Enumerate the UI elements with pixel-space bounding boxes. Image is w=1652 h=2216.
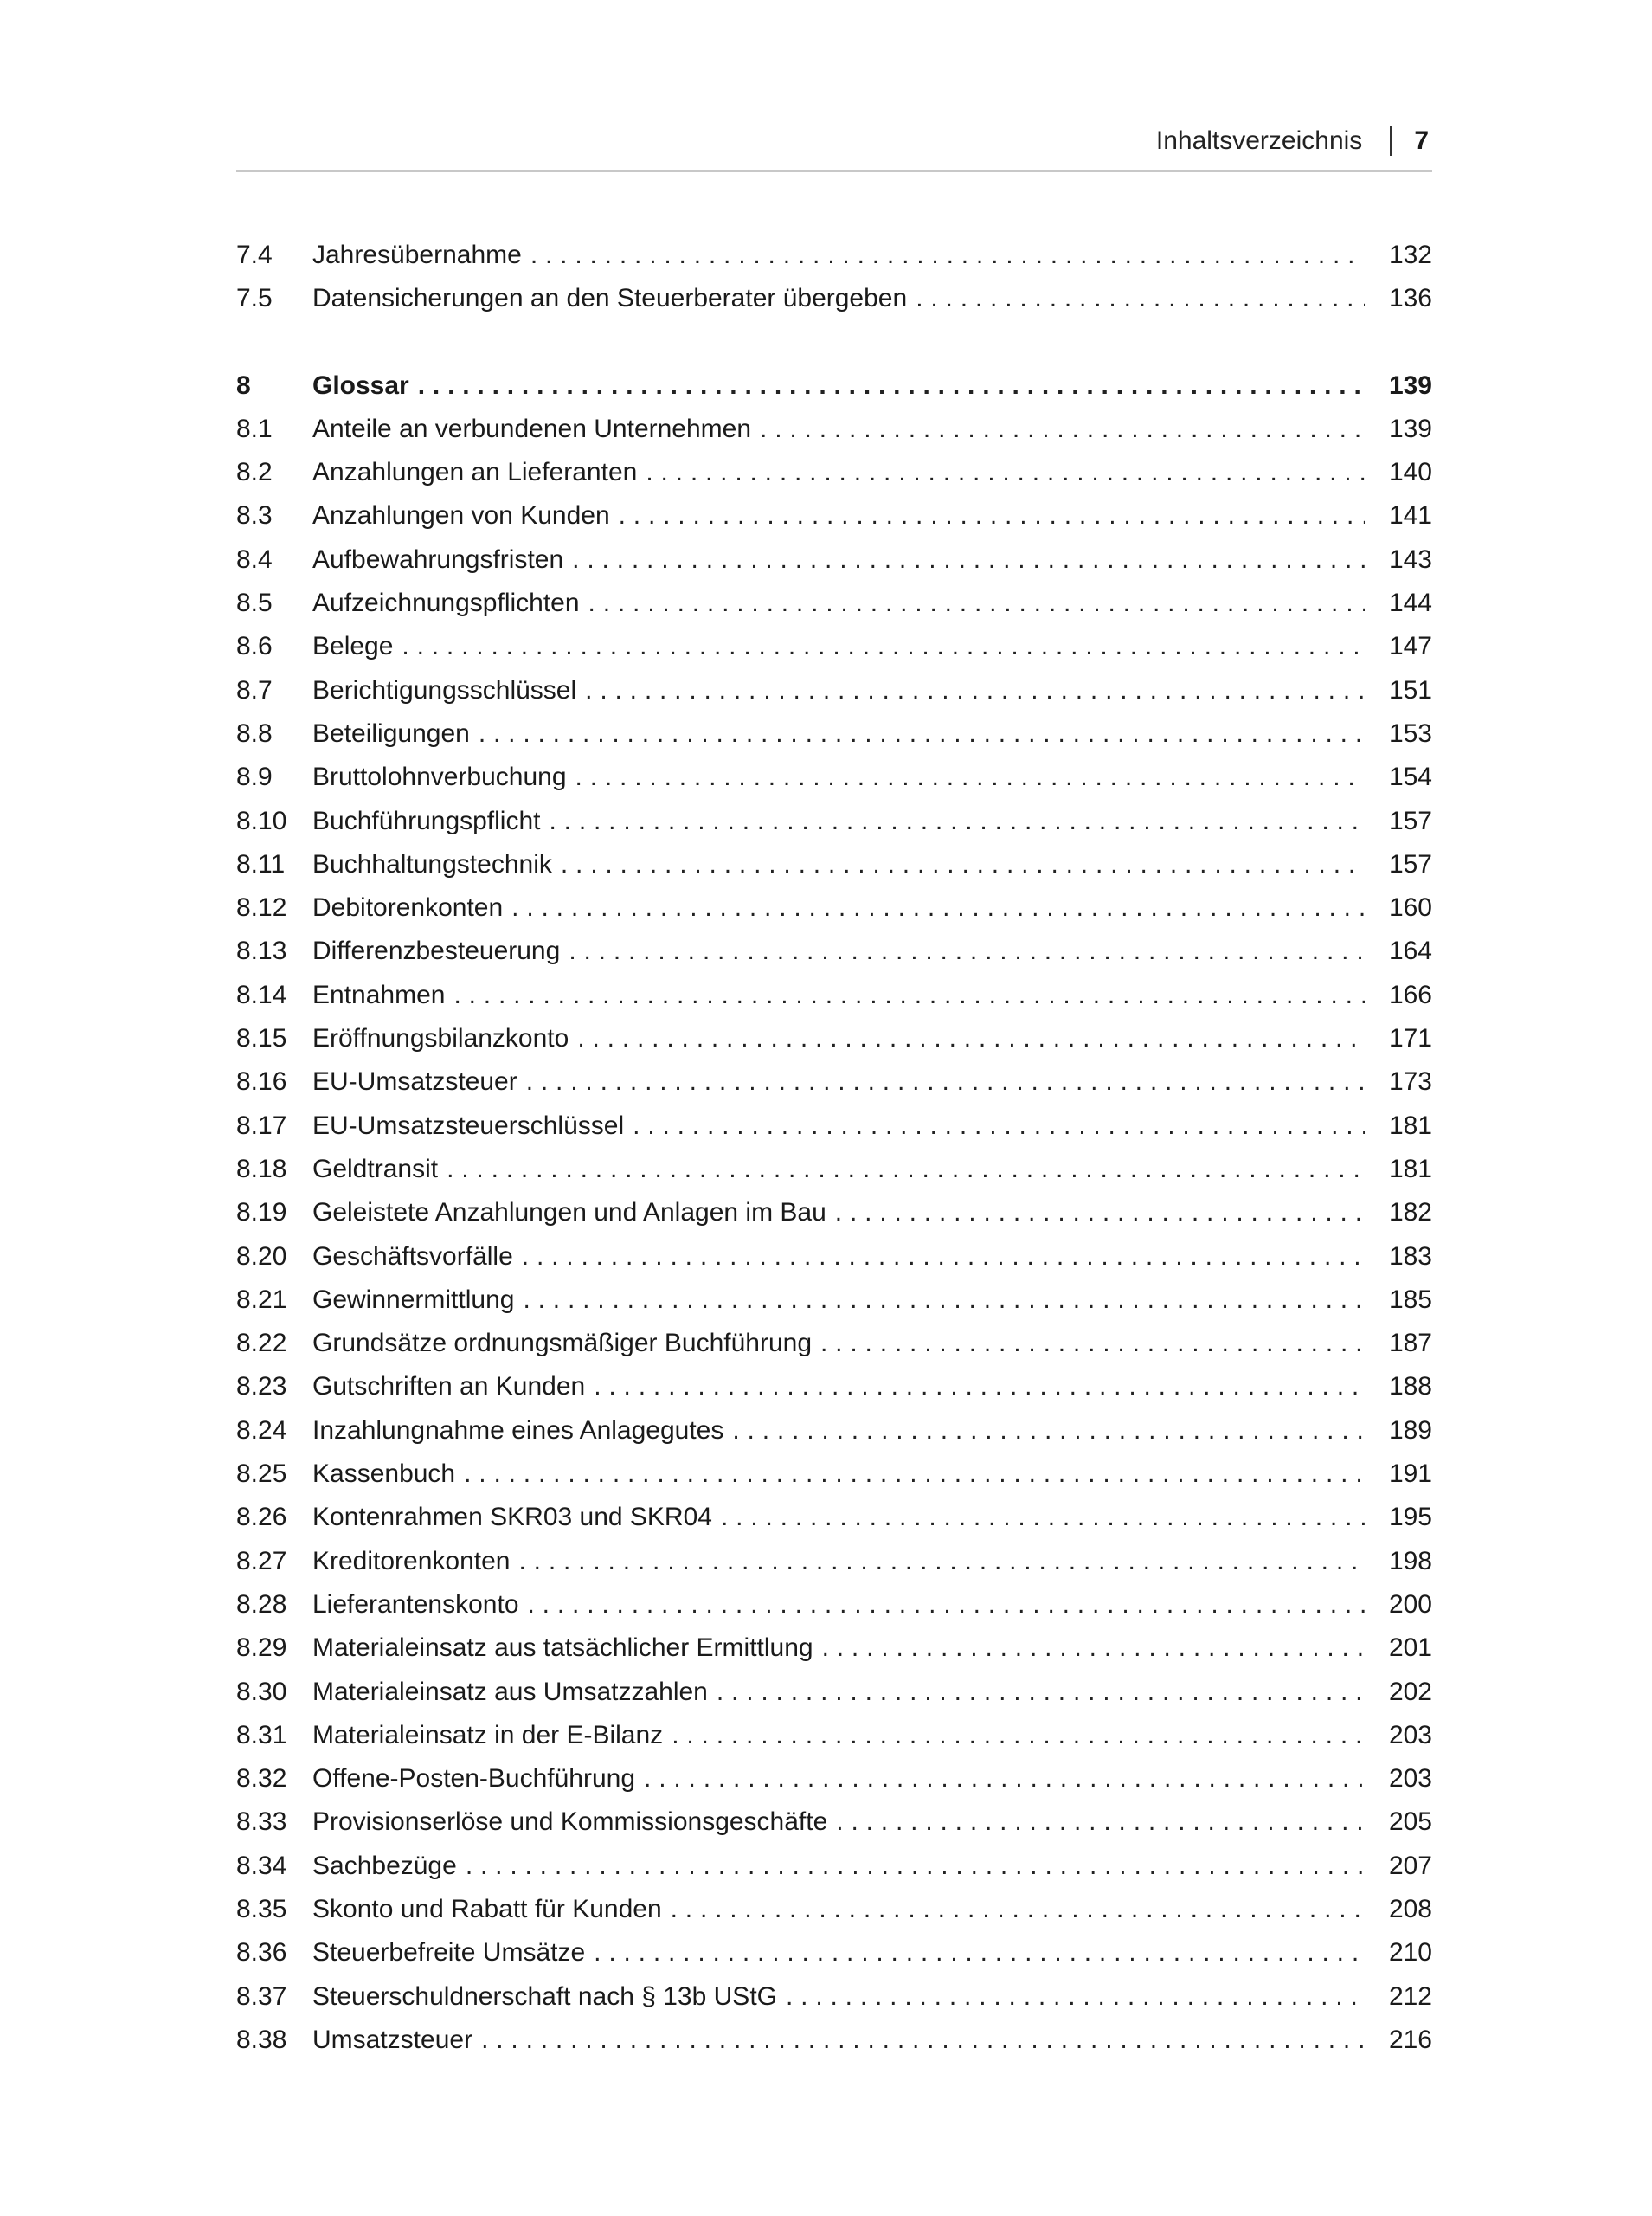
toc-entry-title: Gutschriften an Kunden — [312, 1372, 586, 1401]
toc-entry-title: Debitorenkonten — [312, 893, 504, 923]
toc-dot-leader — [588, 582, 1365, 625]
toc-entry-page: 139 — [1388, 370, 1432, 400]
toc-entry-number: 8.3 — [236, 501, 273, 531]
toc-entry-page: 173 — [1388, 1067, 1432, 1097]
toc-entry-title: Bruttolohnverbuchung — [312, 763, 567, 792]
toc-dot-leader — [721, 1496, 1365, 1539]
toc-entry-number: 8 — [236, 370, 251, 400]
toc-entry-title: Anteile an verbundenen Unternehmen — [312, 414, 752, 443]
toc-entry-page: 185 — [1388, 1285, 1432, 1314]
toc-dot-leader — [511, 886, 1365, 930]
toc-entry-page: 200 — [1388, 1589, 1432, 1619]
toc-entry-number: 8.7 — [236, 675, 273, 705]
toc-entry-page: 183 — [1388, 1241, 1432, 1271]
toc-entry-number: 8.21 — [236, 1285, 287, 1314]
toc-entry-number: 8.14 — [236, 980, 287, 1009]
toc-entry-page: 201 — [1388, 1633, 1432, 1663]
toc-entry-number: 8.29 — [236, 1633, 287, 1663]
toc-entry-page: 132 — [1388, 241, 1432, 269]
toc-entry-title: Buchhaltungstechnik — [312, 849, 552, 879]
toc-entry-page: 198 — [1388, 1546, 1432, 1575]
toc-dot-leader — [575, 756, 1365, 799]
toc-dot-leader — [619, 494, 1365, 538]
toc-entry-page: 141 — [1388, 501, 1432, 531]
toc-dot-leader — [530, 234, 1365, 277]
toc-entry-page: 181 — [1388, 1111, 1432, 1140]
toc-entry-number: 8.36 — [236, 1938, 287, 1968]
toc-entry[interactable] — [236, 538, 1432, 582]
toc-entry[interactable] — [236, 582, 1432, 625]
toc-entry-number: 8.12 — [236, 893, 287, 923]
toc-entry-title: Inzahlungnahme eines Anlagegutes — [312, 1415, 724, 1445]
toc-entry[interactable] — [236, 974, 1432, 1017]
toc-dot-leader — [418, 364, 1365, 408]
toc-entry-title: Sachbezüge — [312, 1851, 457, 1880]
toc-entry-title: Kassenbuch — [312, 1459, 456, 1489]
toc-entry[interactable] — [236, 1453, 1432, 1496]
toc-entry[interactable] — [236, 1931, 1432, 1974]
toc-entry-page: 157 — [1388, 849, 1432, 879]
toc-entry-title: Jahresübernahme — [312, 241, 522, 269]
toc-entry[interactable] — [236, 1365, 1432, 1408]
toc-entry-title: Geleistete Anzahlungen und Anlagen im Bau — [312, 1198, 826, 1227]
toc-group — [236, 364, 1432, 2063]
toc-entry-number: 8.31 — [236, 1720, 287, 1749]
toc-entry[interactable] — [236, 2019, 1432, 2062]
toc-dot-leader — [644, 1757, 1365, 1800]
toc-entry-title: Eröffnungsbilanzkonto — [312, 1024, 569, 1053]
toc-dot-leader — [594, 1931, 1365, 1974]
toc-dot-leader — [594, 1365, 1365, 1408]
toc-entry-title: Steuerschuldnerschaft nach § 13b UStG — [312, 1981, 777, 2011]
toc-dot-leader — [577, 1017, 1365, 1060]
toc-entry-number: 8.24 — [236, 1415, 287, 1445]
toc-dot-leader — [453, 974, 1365, 1017]
toc-entry-page: 151 — [1388, 675, 1432, 705]
toc-dot-leader — [479, 712, 1365, 756]
toc-entry-title: Umsatzsteuer — [312, 2025, 473, 2054]
toc-entry-title: Geschäftsvorfälle — [312, 1241, 513, 1271]
toc-entry[interactable] — [236, 1279, 1432, 1322]
toc-entry-title: Buchführungspflicht — [312, 806, 541, 835]
toc-entry-title: Grundsätze ordnungsmäßiger Buchführung — [312, 1329, 813, 1358]
toc-chapter-entry[interactable] — [236, 364, 1432, 408]
toc-entry-page: 203 — [1388, 1720, 1432, 1749]
toc-entry[interactable] — [236, 1060, 1432, 1104]
toc-entry-title: Datensicherungen an den Steuerberater übergeben — [312, 284, 908, 313]
page-header — [236, 121, 1432, 172]
toc-entry-page: 195 — [1388, 1503, 1432, 1532]
toc-entry-number: 7.5 — [236, 284, 273, 313]
toc-dot-leader — [447, 1148, 1365, 1191]
toc-dot-leader — [569, 930, 1365, 973]
toc-entry-page: 153 — [1388, 718, 1432, 748]
toc-entry[interactable] — [236, 494, 1432, 538]
toc-entry[interactable] — [236, 1409, 1432, 1453]
toc-entry-title: Kontenrahmen SKR03 und SKR04 — [312, 1503, 712, 1532]
toc-dot-leader — [916, 277, 1365, 320]
toc-entry-number: 8.18 — [236, 1154, 287, 1183]
toc-dot-leader — [550, 800, 1366, 843]
toc-entry-number: 8.2 — [236, 458, 273, 487]
toc-entry-number: 8.6 — [236, 632, 273, 661]
toc-entry[interactable] — [236, 1496, 1432, 1539]
toc-entry-page: 203 — [1388, 1764, 1432, 1794]
toc-entry-title: Beteiligungen — [312, 718, 470, 748]
toc-entry[interactable] — [236, 756, 1432, 799]
toc-entry-title: Kreditorenkonten — [312, 1546, 511, 1575]
toc-dot-leader — [585, 669, 1365, 712]
toc-entry-number: 8.1 — [236, 414, 273, 443]
toc-entry-title: Materialeinsatz aus Umsatzzahlen — [312, 1677, 708, 1706]
toc-entry-page: 166 — [1388, 980, 1432, 1009]
toc-entry-page: 216 — [1388, 2025, 1432, 2054]
toc-entry[interactable] — [236, 843, 1432, 886]
toc-entry[interactable] — [236, 1148, 1432, 1191]
toc-entry-title: EU-Umsatzsteuer — [312, 1067, 517, 1097]
toc-entry-page: 189 — [1388, 1415, 1432, 1445]
toc-entry-number: 8.27 — [236, 1546, 287, 1575]
toc-entry-title: Materialeinsatz in der E-Bilanz — [312, 1720, 664, 1749]
toc-entry[interactable] — [236, 277, 1432, 320]
toc-entry[interactable] — [236, 625, 1432, 668]
toc-entry-number: 8.30 — [236, 1677, 287, 1706]
toc-entry-title: Materialeinsatz aus tatsächlicher Ermittlung — [312, 1633, 813, 1663]
toc-entry-page: 205 — [1388, 1807, 1432, 1837]
toc-entry-page: 154 — [1388, 763, 1432, 792]
toc-entry[interactable] — [236, 1800, 1432, 1844]
toc-dot-leader — [402, 625, 1365, 668]
toc-entry-page: 140 — [1388, 458, 1432, 487]
toc-entry[interactable] — [236, 712, 1432, 756]
toc-dot-leader — [522, 1235, 1365, 1279]
toc-dot-leader — [822, 1627, 1365, 1670]
toc-entry-title: Lieferantenskonto — [312, 1589, 519, 1619]
toc-entry-page: 210 — [1388, 1938, 1432, 1968]
toc-entry-number: 8.13 — [236, 937, 287, 966]
toc-entry[interactable] — [236, 408, 1432, 451]
toc-entry[interactable] — [236, 1235, 1432, 1279]
toc-entry-page: 207 — [1388, 1851, 1432, 1880]
toc-entry-title: Geldtransit — [312, 1154, 439, 1183]
toc-entry-number: 8.17 — [236, 1111, 287, 1140]
toc-entry[interactable] — [236, 1540, 1432, 1583]
toc-entry-number: 8.20 — [236, 1241, 287, 1271]
toc-entry-page: 143 — [1388, 544, 1432, 574]
toc-entry-title: Offene-Posten-Buchführung — [312, 1764, 636, 1794]
toc-entry-number: 8.26 — [236, 1503, 287, 1532]
toc-entry-title: EU-Umsatzsteuerschlüssel — [312, 1111, 625, 1140]
toc-entry-page: 202 — [1388, 1677, 1432, 1706]
toc-entry-page: 160 — [1388, 893, 1432, 923]
header-title: Inhaltsverzeichnis — [1155, 126, 1363, 155]
toc-dot-leader — [572, 538, 1365, 582]
header-page-number: 7 — [1414, 126, 1429, 155]
toc-dot-leader — [519, 1540, 1366, 1583]
toc-entry-number: 8.35 — [236, 1894, 287, 1923]
toc-entry-page: 212 — [1388, 1981, 1432, 2011]
toc-entry[interactable] — [236, 1017, 1432, 1060]
toc-entry-title: Gewinnermittlung — [312, 1285, 515, 1314]
toc-entry-title: Skonto und Rabatt für Kunden — [312, 1894, 662, 1923]
toc-entry-title: Aufzeichnungspflichten — [312, 589, 580, 618]
toc-entry-number: 8.22 — [236, 1329, 287, 1358]
toc-entry-number: 8.15 — [236, 1024, 287, 1053]
toc-dot-leader — [633, 1105, 1365, 1148]
toc-dot-leader — [481, 2019, 1365, 2062]
toc-entry[interactable] — [236, 234, 1432, 277]
toc-entry-page: 144 — [1388, 589, 1432, 618]
toc-group — [236, 234, 1432, 321]
toc-dot-leader — [717, 1671, 1365, 1714]
toc-entry-page: 188 — [1388, 1372, 1432, 1401]
toc-entry-page: 139 — [1388, 414, 1432, 443]
toc-entry-number: 8.10 — [236, 806, 287, 835]
toc-dot-leader — [836, 1800, 1365, 1844]
toc-entry-number: 8.5 — [236, 589, 273, 618]
toc-entry[interactable] — [236, 1714, 1432, 1757]
toc-entry-title: Entnahmen — [312, 980, 446, 1009]
toc-entry[interactable] — [236, 1322, 1432, 1365]
toc-entry[interactable] — [236, 1888, 1432, 1931]
toc-entry[interactable] — [236, 1627, 1432, 1670]
toc-entry-title: Berichtigungsschlüssel — [312, 675, 577, 705]
toc-entry-page: 157 — [1388, 806, 1432, 835]
toc-entry[interactable] — [236, 800, 1432, 843]
toc-entry[interactable] — [236, 1191, 1432, 1234]
toc-entry[interactable] — [236, 1975, 1432, 2019]
toc-entry[interactable] — [236, 1845, 1432, 1888]
toc-entry-number: 8.32 — [236, 1764, 287, 1794]
toc-entry-title: Anzahlungen von Kunden — [312, 501, 610, 531]
toc-entry-number: 8.8 — [236, 718, 273, 748]
toc-entry-page: 191 — [1388, 1459, 1432, 1489]
toc-entry-number: 8.19 — [236, 1198, 287, 1227]
toc-entry[interactable] — [236, 669, 1432, 712]
toc-entry-title: Belege — [312, 632, 394, 661]
toc-entry-number: 8.33 — [236, 1807, 287, 1837]
toc-entry-number: 8.28 — [236, 1589, 287, 1619]
toc-entry-title: Differenzbesteuerung — [312, 937, 561, 966]
toc-entry-number: 8.11 — [236, 849, 286, 879]
toc-dot-leader — [561, 843, 1365, 886]
toc-dot-leader — [671, 1888, 1365, 1931]
toc-dot-leader — [466, 1845, 1365, 1888]
toc-entry-number: 8.37 — [236, 1981, 287, 2011]
toc-dot-leader — [760, 408, 1365, 451]
toc-dot-leader — [464, 1453, 1365, 1496]
toc-entry-title: Aufbewahrungsfristen — [312, 544, 564, 574]
toc-dot-leader — [523, 1279, 1365, 1322]
toc-entry[interactable] — [236, 1671, 1432, 1714]
header-separator — [1390, 126, 1392, 156]
toc-entry-page: 182 — [1388, 1198, 1432, 1227]
toc-dot-leader — [732, 1409, 1365, 1453]
toc-dot-leader — [528, 1583, 1365, 1627]
toc-dot-leader — [786, 1975, 1365, 2019]
toc-entry-number: 7.4 — [236, 241, 273, 269]
toc-entry[interactable] — [236, 886, 1432, 930]
toc-entry-number: 8.34 — [236, 1851, 287, 1880]
toc-entry-page: 136 — [1388, 284, 1432, 313]
toc-entry-page: 181 — [1388, 1154, 1432, 1183]
toc-entry-number: 8.23 — [236, 1372, 287, 1401]
toc-entry-number: 8.4 — [236, 544, 273, 574]
toc-entry[interactable] — [236, 930, 1432, 973]
toc-entry[interactable] — [236, 1757, 1432, 1800]
toc-entry-title: Provisionserlöse und Kommissionsgeschäfte — [312, 1807, 828, 1837]
table-of-contents — [236, 234, 1432, 2062]
toc-entry-page: 187 — [1388, 1329, 1432, 1358]
toc-entry-title: Steuerbefreite Umsätze — [312, 1938, 586, 1968]
toc-entry[interactable] — [236, 451, 1432, 494]
toc-entry-number: 8.25 — [236, 1459, 287, 1489]
toc-dot-leader — [835, 1191, 1365, 1234]
toc-entry-page: 171 — [1388, 1024, 1432, 1053]
toc-dot-leader — [526, 1060, 1365, 1104]
toc-entry[interactable] — [236, 1583, 1432, 1627]
toc-entry-number: 8.16 — [236, 1067, 287, 1097]
toc-entry-title: Glossar — [312, 370, 409, 400]
toc-dot-leader — [646, 451, 1365, 494]
toc-dot-leader — [820, 1322, 1365, 1365]
toc-entry-number: 8.9 — [236, 763, 273, 792]
toc-entry-page: 208 — [1388, 1894, 1432, 1923]
toc-entry-page: 147 — [1388, 632, 1432, 661]
toc-entry-page: 164 — [1388, 937, 1432, 966]
toc-dot-leader — [672, 1714, 1365, 1757]
toc-entry[interactable] — [236, 1105, 1432, 1148]
header-content — [1156, 126, 1432, 156]
toc-entry-title: Anzahlungen an Lieferanten — [312, 458, 638, 487]
toc-entry-number: 8.38 — [236, 2025, 287, 2054]
